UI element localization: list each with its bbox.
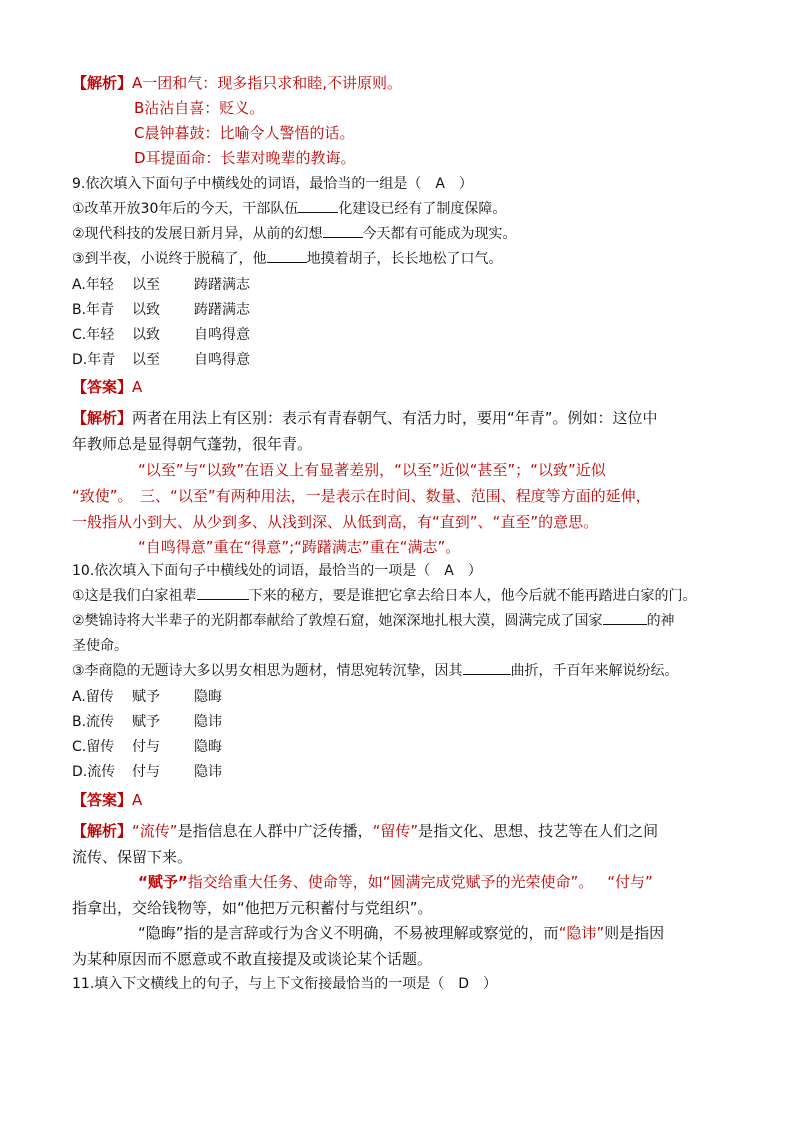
blank-line <box>323 223 363 238</box>
blank-line <box>603 610 647 625</box>
option-word: C.年轻 <box>72 327 115 343</box>
analysis-text: 两者在用法上有区别：表示有青春朝气、有活力时，要用“年青”。例如：这位中 <box>132 409 658 427</box>
q10-option-d <box>72 761 222 783</box>
analysis-text: 指交给重大任务、使命等，如“圆满完成党赋予的光荣使命”。 <box>187 873 594 891</box>
answer-value: A <box>132 378 143 396</box>
q10-option-c <box>72 736 222 758</box>
option-word: 自鸣得意 <box>194 327 250 343</box>
analysis-text: 是指信息在人群中广泛传播， <box>177 822 373 840</box>
blank-line <box>298 198 338 213</box>
q10-option-a <box>72 686 222 708</box>
q9-option-c <box>72 324 250 346</box>
analysis-b: B沾沾自喜：贬义。 <box>134 99 265 117</box>
analysis-text: 是指文化、思想、技艺等在人们之间 <box>418 822 659 840</box>
q10-analysis-p3a <box>138 922 664 944</box>
option-word: 赋予 <box>132 714 160 730</box>
q9-sentence-3 <box>72 248 503 270</box>
option-word: D.流传 <box>72 764 116 780</box>
option-word: 隐讳 <box>194 764 222 780</box>
option-word: D.年青 <box>72 352 116 368</box>
q9-analysis-p3: “自鸣得意”重在“得意”;“踌躇满志”重在“满志”。 <box>138 538 461 556</box>
option-word: A.留传 <box>72 689 114 705</box>
answer-tag: 【答案】 <box>72 791 133 809</box>
analysis-text: 指的是言辞或行为含义不明确，不易被理解或察觉的，而 <box>183 924 559 942</box>
blank-line <box>267 248 307 263</box>
answer-tag: 【答案】 <box>72 378 133 396</box>
option-word: 以致 <box>132 327 160 343</box>
analysis-d: D耳提面命：长辈对晚辈的教诲。 <box>134 149 356 167</box>
q10-option-b <box>72 711 222 733</box>
term-yinhui2: “隐讳” <box>558 924 605 942</box>
q10-s2-part2: 的神 <box>646 613 675 629</box>
q9-analysis-p1b: 年教师总是显得朝气蓬勃，很年青。 <box>72 435 313 453</box>
q10-sentence-2 <box>72 610 675 632</box>
q10-s1-part2: 下来的秘方，要是谁把它拿去给日本人，他今后就不能再踏进白家的门。 <box>248 588 697 604</box>
q10-analysis-p2b: 指拿出，交给钱物等，如“他把万元积蓄付与党组织”。 <box>72 899 433 917</box>
q10-stem: 10.依次填入下面句子中横线处的词语，最恰当的一项是（ A ） <box>72 563 482 579</box>
q9-stem: 9.依次填入下面句子中横线处的词语，最恰当的一组是（ A ） <box>72 176 473 192</box>
option-word: A.年轻 <box>72 277 114 293</box>
blank-line <box>197 585 249 600</box>
option-word: 以致 <box>132 302 160 318</box>
q10-answer <box>72 789 142 811</box>
q10-s1-part1: ①这是我们白家祖辈 <box>72 588 197 604</box>
q10-sentence-2b: 圣使命。 <box>72 638 128 654</box>
term-liuchuan2: “留传” <box>372 822 419 840</box>
q9-option-b <box>72 299 250 321</box>
blank-line <box>463 660 511 675</box>
answer-value: A <box>132 791 143 809</box>
q9-analysis-p2a: “以至”与“以致”在语义上有显著差别，“以至”近似“甚至”；“以致”近似 <box>138 461 606 479</box>
term-fuyu2: “付与” <box>607 873 653 891</box>
term-fuyu: “赋予” <box>138 873 188 891</box>
analysis-text: 则是指因 <box>604 924 665 942</box>
analysis-tag: 【解析】 <box>72 822 133 840</box>
q9-s3-part2: 地摸着胡子，长长地松了口气。 <box>306 251 503 267</box>
term-yinhui: “隐晦” <box>138 924 184 942</box>
option-word: 踌躇满志 <box>194 302 250 318</box>
analysis-a-line <box>72 72 402 94</box>
q9-analysis-p1a <box>72 407 658 429</box>
option-word: 踌躇满志 <box>194 277 250 293</box>
q9-answer <box>72 376 142 398</box>
q9-s3-part1: ③到半夜，小说终于脱稿了，他 <box>72 251 267 267</box>
term-liuchuan: “流传” <box>132 822 178 840</box>
q9-s1-part1: ①改革开放30年后的今天，干部队伍 <box>72 201 299 217</box>
option-word: 赋予 <box>132 689 160 705</box>
q9-option-d <box>72 349 250 371</box>
q9-analysis-p2c: 一般指从小到大、从少到多、从浅到深、从低到高，有“直到”、“直至”的意思。 <box>72 513 599 531</box>
option-word: 隐晦 <box>194 689 222 705</box>
q9-s2-part1: ②现代科技的发展日新月异，从前的幻想 <box>72 226 323 242</box>
option-word: 自鸣得意 <box>194 352 250 368</box>
q11-stem: 11.填入下文横线上的句子，与上下文衔接最恰当的一项是（ D ） <box>72 976 498 992</box>
q9-s1-part2: 化建设已经有了制度保障。 <box>338 201 507 217</box>
analysis-tag: 【解析】 <box>72 409 133 427</box>
analysis-a: A一团和气：现多指只求和睦,不讲原则。 <box>132 74 403 92</box>
q9-option-a <box>72 274 250 296</box>
option-word: C.留传 <box>72 739 115 755</box>
option-word: 隐讳 <box>194 714 222 730</box>
analysis-tag: 【解析】 <box>72 74 133 92</box>
option-word: B.流传 <box>72 714 115 730</box>
q10-analysis-p1b: 流传、保留下来。 <box>72 848 193 866</box>
q10-s2-part1: ②樊锦诗将大半辈子的光阴都奉献给了敦煌石窟，她深深地扎根大漠，圆满完成了国家 <box>72 613 603 629</box>
option-word: 付与 <box>132 739 160 755</box>
q10-sentence-1 <box>72 585 697 607</box>
option-word: B.年青 <box>72 302 115 318</box>
q9-sentence-2 <box>72 223 517 245</box>
q10-s3-part1: ③李商隐的无题诗大多以男女相思为题材，情思宛转沉挚，因其 <box>72 663 463 679</box>
q10-s3-part2: 曲折，千百年来解说纷纭。 <box>510 663 679 679</box>
option-word: 以至 <box>132 277 160 293</box>
q10-analysis-p3b: 为某种原因而不愿意或不敢直接提及或谈论某个话题。 <box>72 950 433 968</box>
option-word: 隐晦 <box>194 739 222 755</box>
q9-s2-part2: 今天都有可能成为现实。 <box>362 226 517 242</box>
q10-analysis-p1a <box>72 820 658 842</box>
q9-analysis-p2b: “致使”。 三、“以至”有两种用法，一是表示在时间、数量、范围、程度等方面的延伸， <box>72 487 651 505</box>
option-word: 以至 <box>132 352 160 368</box>
analysis-c: C晨钟暮鼓：比喻令人警悟的话。 <box>134 124 355 142</box>
q10-sentence-3 <box>72 660 679 682</box>
q9-sentence-1 <box>72 198 506 220</box>
q10-analysis-p2a <box>138 871 653 893</box>
option-word: 付与 <box>132 764 160 780</box>
